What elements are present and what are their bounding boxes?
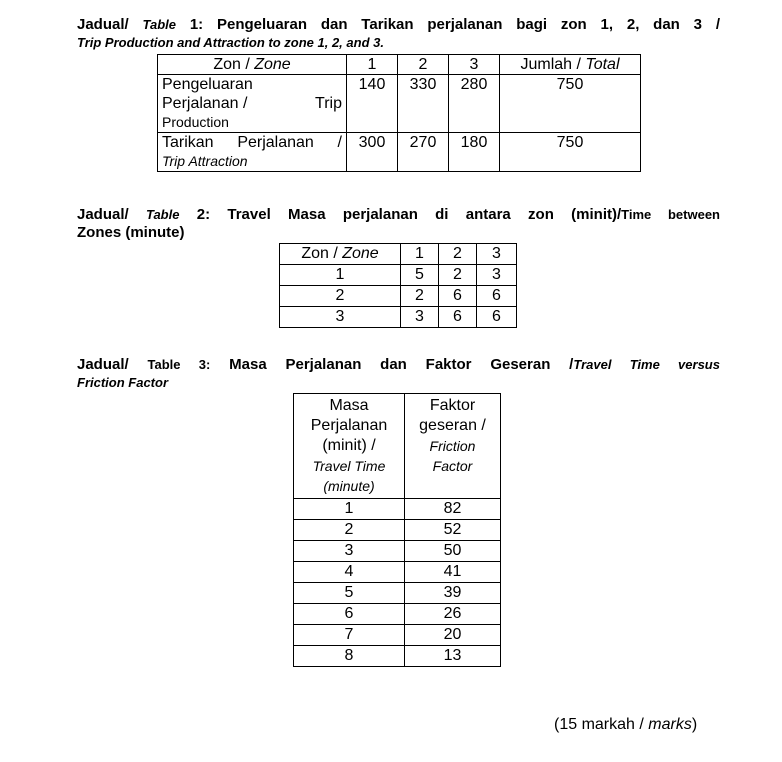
- table-row: [294, 541, 501, 562]
- cell: 6: [439, 286, 477, 307]
- cell: 26: [405, 604, 501, 625]
- cell: 2: [401, 286, 439, 307]
- table-header-row: [158, 55, 641, 75]
- zone-header: Zon / Zone: [158, 55, 347, 75]
- table-row: [280, 307, 517, 328]
- table-row: [294, 583, 501, 604]
- table-row: [294, 562, 501, 583]
- row-label: Tarikan Perjalanan / Trip Attraction: [158, 133, 347, 172]
- cell: 5: [294, 583, 405, 604]
- marks-note: (15 markah / marks): [554, 716, 698, 733]
- cell: 20: [405, 625, 501, 646]
- cell: 2: [294, 520, 405, 541]
- cell: 3: [294, 541, 405, 562]
- table-row: [280, 265, 517, 286]
- cell: 8: [294, 646, 405, 667]
- cell: 41: [405, 562, 501, 583]
- zone3-header: 3: [477, 244, 517, 265]
- zone2-header: 2: [439, 244, 477, 265]
- zone1-header: 1: [347, 55, 398, 75]
- cell: 13: [405, 646, 501, 667]
- travel-time-header: Masa Perjalanan (minit) / Travel Time (minute): [294, 394, 405, 499]
- zone1-header: 1: [401, 244, 439, 265]
- table-header-row: [280, 244, 517, 265]
- friction-factor-header: Faktor geseran / Friction Factor: [405, 394, 501, 499]
- cell: 50: [405, 541, 501, 562]
- cell: 140: [347, 75, 398, 133]
- table-row: [294, 499, 501, 520]
- travel-time-table: [279, 243, 517, 328]
- cell: 1: [280, 265, 401, 286]
- table-row: [158, 75, 641, 133]
- cell: 3: [477, 265, 517, 286]
- table-row: [294, 625, 501, 646]
- table-row: [294, 646, 501, 667]
- cell: 7: [294, 625, 405, 646]
- cell: 6: [294, 604, 405, 625]
- cell: 82: [405, 499, 501, 520]
- cell: 6: [439, 307, 477, 328]
- cell: 750: [500, 133, 641, 172]
- cell: 39: [405, 583, 501, 604]
- cell: 300: [347, 133, 398, 172]
- trip-production-attraction-table: [157, 54, 641, 172]
- cell: 4: [294, 562, 405, 583]
- table-header-row: [294, 394, 501, 499]
- cell: 270: [398, 133, 449, 172]
- cell: 3: [401, 307, 439, 328]
- table-row: [280, 286, 517, 307]
- cell: 1: [294, 499, 405, 520]
- table-row: [294, 604, 501, 625]
- cell: 3: [280, 307, 401, 328]
- table2-caption: Jadual/ Table 2: Travel Masa perjalanan di antara zon (minit)/Time between Zones (minute): [77, 206, 721, 241]
- table-row: [294, 520, 501, 541]
- cell: 180: [449, 133, 500, 172]
- cell: 52: [405, 520, 501, 541]
- row-label: Pengeluaran Perjalanan / Trip Production: [158, 75, 347, 133]
- friction-factor-table: [293, 393, 501, 667]
- cell: 6: [477, 307, 517, 328]
- table1-caption: Jadual/ Table 1: Pengeluaran dan Tarikan perjalanan bagi zon 1, 2, dan 3 / Trip Production and Attraction to zone 1, 2, and 3.: [77, 16, 720, 50]
- cell: 2: [280, 286, 401, 307]
- cell: 6: [477, 286, 517, 307]
- cell: 280: [449, 75, 500, 133]
- zone-header: Zon / Zone: [280, 244, 401, 265]
- total-header: Jumlah / Total: [500, 55, 641, 75]
- table3-caption: Jadual/ Table 3: Masa Perjalanan dan Faktor Geseran /Travel Time versus Friction Factor: [77, 356, 720, 390]
- cell: 750: [500, 75, 641, 133]
- cell: 330: [398, 75, 449, 133]
- cell: 5: [401, 265, 439, 286]
- cell: 2: [439, 265, 477, 286]
- zone2-header: 2: [398, 55, 449, 75]
- table-row: [158, 133, 641, 172]
- zone3-header: 3: [449, 55, 500, 75]
